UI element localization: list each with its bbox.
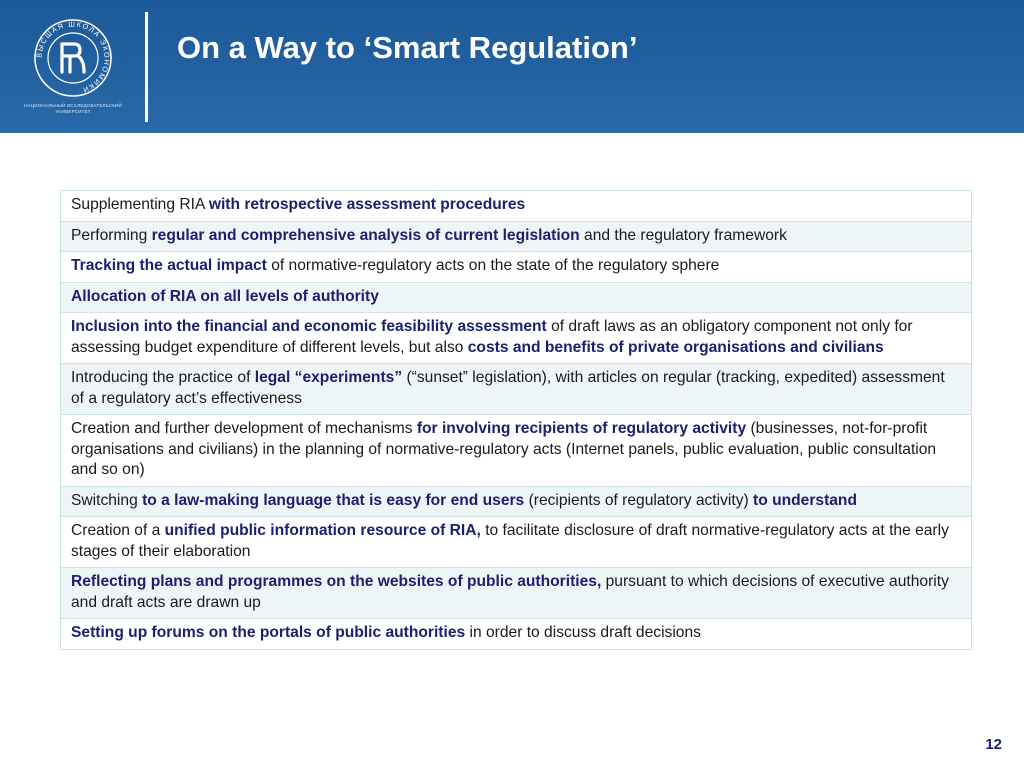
logo-caption-line1: НАЦИОНАЛЬНЫЙ ИССЛЕДОВАТЕЛЬСКИЙ xyxy=(24,103,122,108)
table-row xyxy=(61,283,971,314)
row-text: Creation of a xyxy=(71,522,165,539)
row-text-bold: unified public information resource of RIA, xyxy=(164,522,481,539)
row-text: pursuant to which decisions of executive authority and draft acts are drawn up xyxy=(71,573,949,611)
table-row xyxy=(61,364,971,415)
row-text: to facilitate disclosure of draft normative-regulatory acts at the early stages of their elaboration xyxy=(71,522,949,560)
row-text: (recipients of regulatory activity) xyxy=(524,491,754,509)
table-row xyxy=(61,517,971,568)
row-text: Creation and further development of mechanisms xyxy=(71,420,417,437)
header-banner xyxy=(0,0,1024,133)
table-row xyxy=(61,415,971,487)
row-text-bold: Allocation of RIA on all levels of authority xyxy=(71,287,379,305)
row-text: Switching xyxy=(71,491,143,509)
table-row xyxy=(61,313,971,364)
row-text: (businesses, not-for-profit organisations and civilians) in the planning of normative-regulatory acts (Internet panels, public evaluation, public consultation and so on) xyxy=(71,420,937,478)
header-divider xyxy=(145,12,148,122)
row-text: Supplementing RIA xyxy=(71,196,209,213)
logo-caption-line2: УНИВЕРСИТЕТ xyxy=(55,109,91,114)
row-text: of draft laws as an obligatory component not only for assessing budget expenditure of different levels, but also xyxy=(71,318,913,356)
row-text-bold: Reflecting plans and programmes on the websites of public authorities, xyxy=(71,573,602,590)
row-text-bold: to a law-making language that is easy for end users xyxy=(142,491,525,509)
measures-table xyxy=(60,190,972,650)
row-text: (“sunset” legislation), with articles on regular (tracking, expedited) assessment of a regulatory act’s effectiveness xyxy=(71,369,945,407)
table-row xyxy=(61,191,971,222)
row-text-bold: Tracking the actual impact xyxy=(71,257,267,274)
row-text-bold: Setting up forums on the portals of public authorities xyxy=(71,624,466,641)
table-row xyxy=(61,252,971,283)
row-text-bold: Inclusion into the financial and economic feasibility assessment xyxy=(71,318,547,335)
row-text: and the regulatory framework xyxy=(579,226,787,244)
row-text-bold: for involving recipients of regulatory activity xyxy=(416,420,747,437)
row-text-bold: to understand xyxy=(753,491,857,509)
row-text-bold: legal “experiments” xyxy=(254,369,403,386)
row-text-bold: costs and benefits of private organisations and civilians xyxy=(467,338,884,356)
table-row xyxy=(61,619,971,649)
page-title: On a Way to ‘Smart Regulation’ xyxy=(177,30,638,65)
table-row xyxy=(61,222,971,253)
logo-caption xyxy=(18,103,128,115)
page-number: 12 xyxy=(985,736,1002,753)
row-text-bold: with retrospective assessment procedures xyxy=(208,196,526,213)
row-text: of normative-regulatory acts on the state of the regulatory sphere xyxy=(266,257,720,274)
row-text-bold: regular and comprehensive analysis of current legislation xyxy=(151,226,580,244)
row-text: Introducing the practice of xyxy=(71,369,255,386)
row-text: Performing xyxy=(71,226,152,244)
table-row xyxy=(61,568,971,619)
logo-ring-text: ВЫСШАЯ ШКОЛА ЭКОНОМИКИ xyxy=(34,19,112,96)
table-row xyxy=(61,487,971,518)
row-text: in order to discuss draft decisions xyxy=(465,624,701,641)
